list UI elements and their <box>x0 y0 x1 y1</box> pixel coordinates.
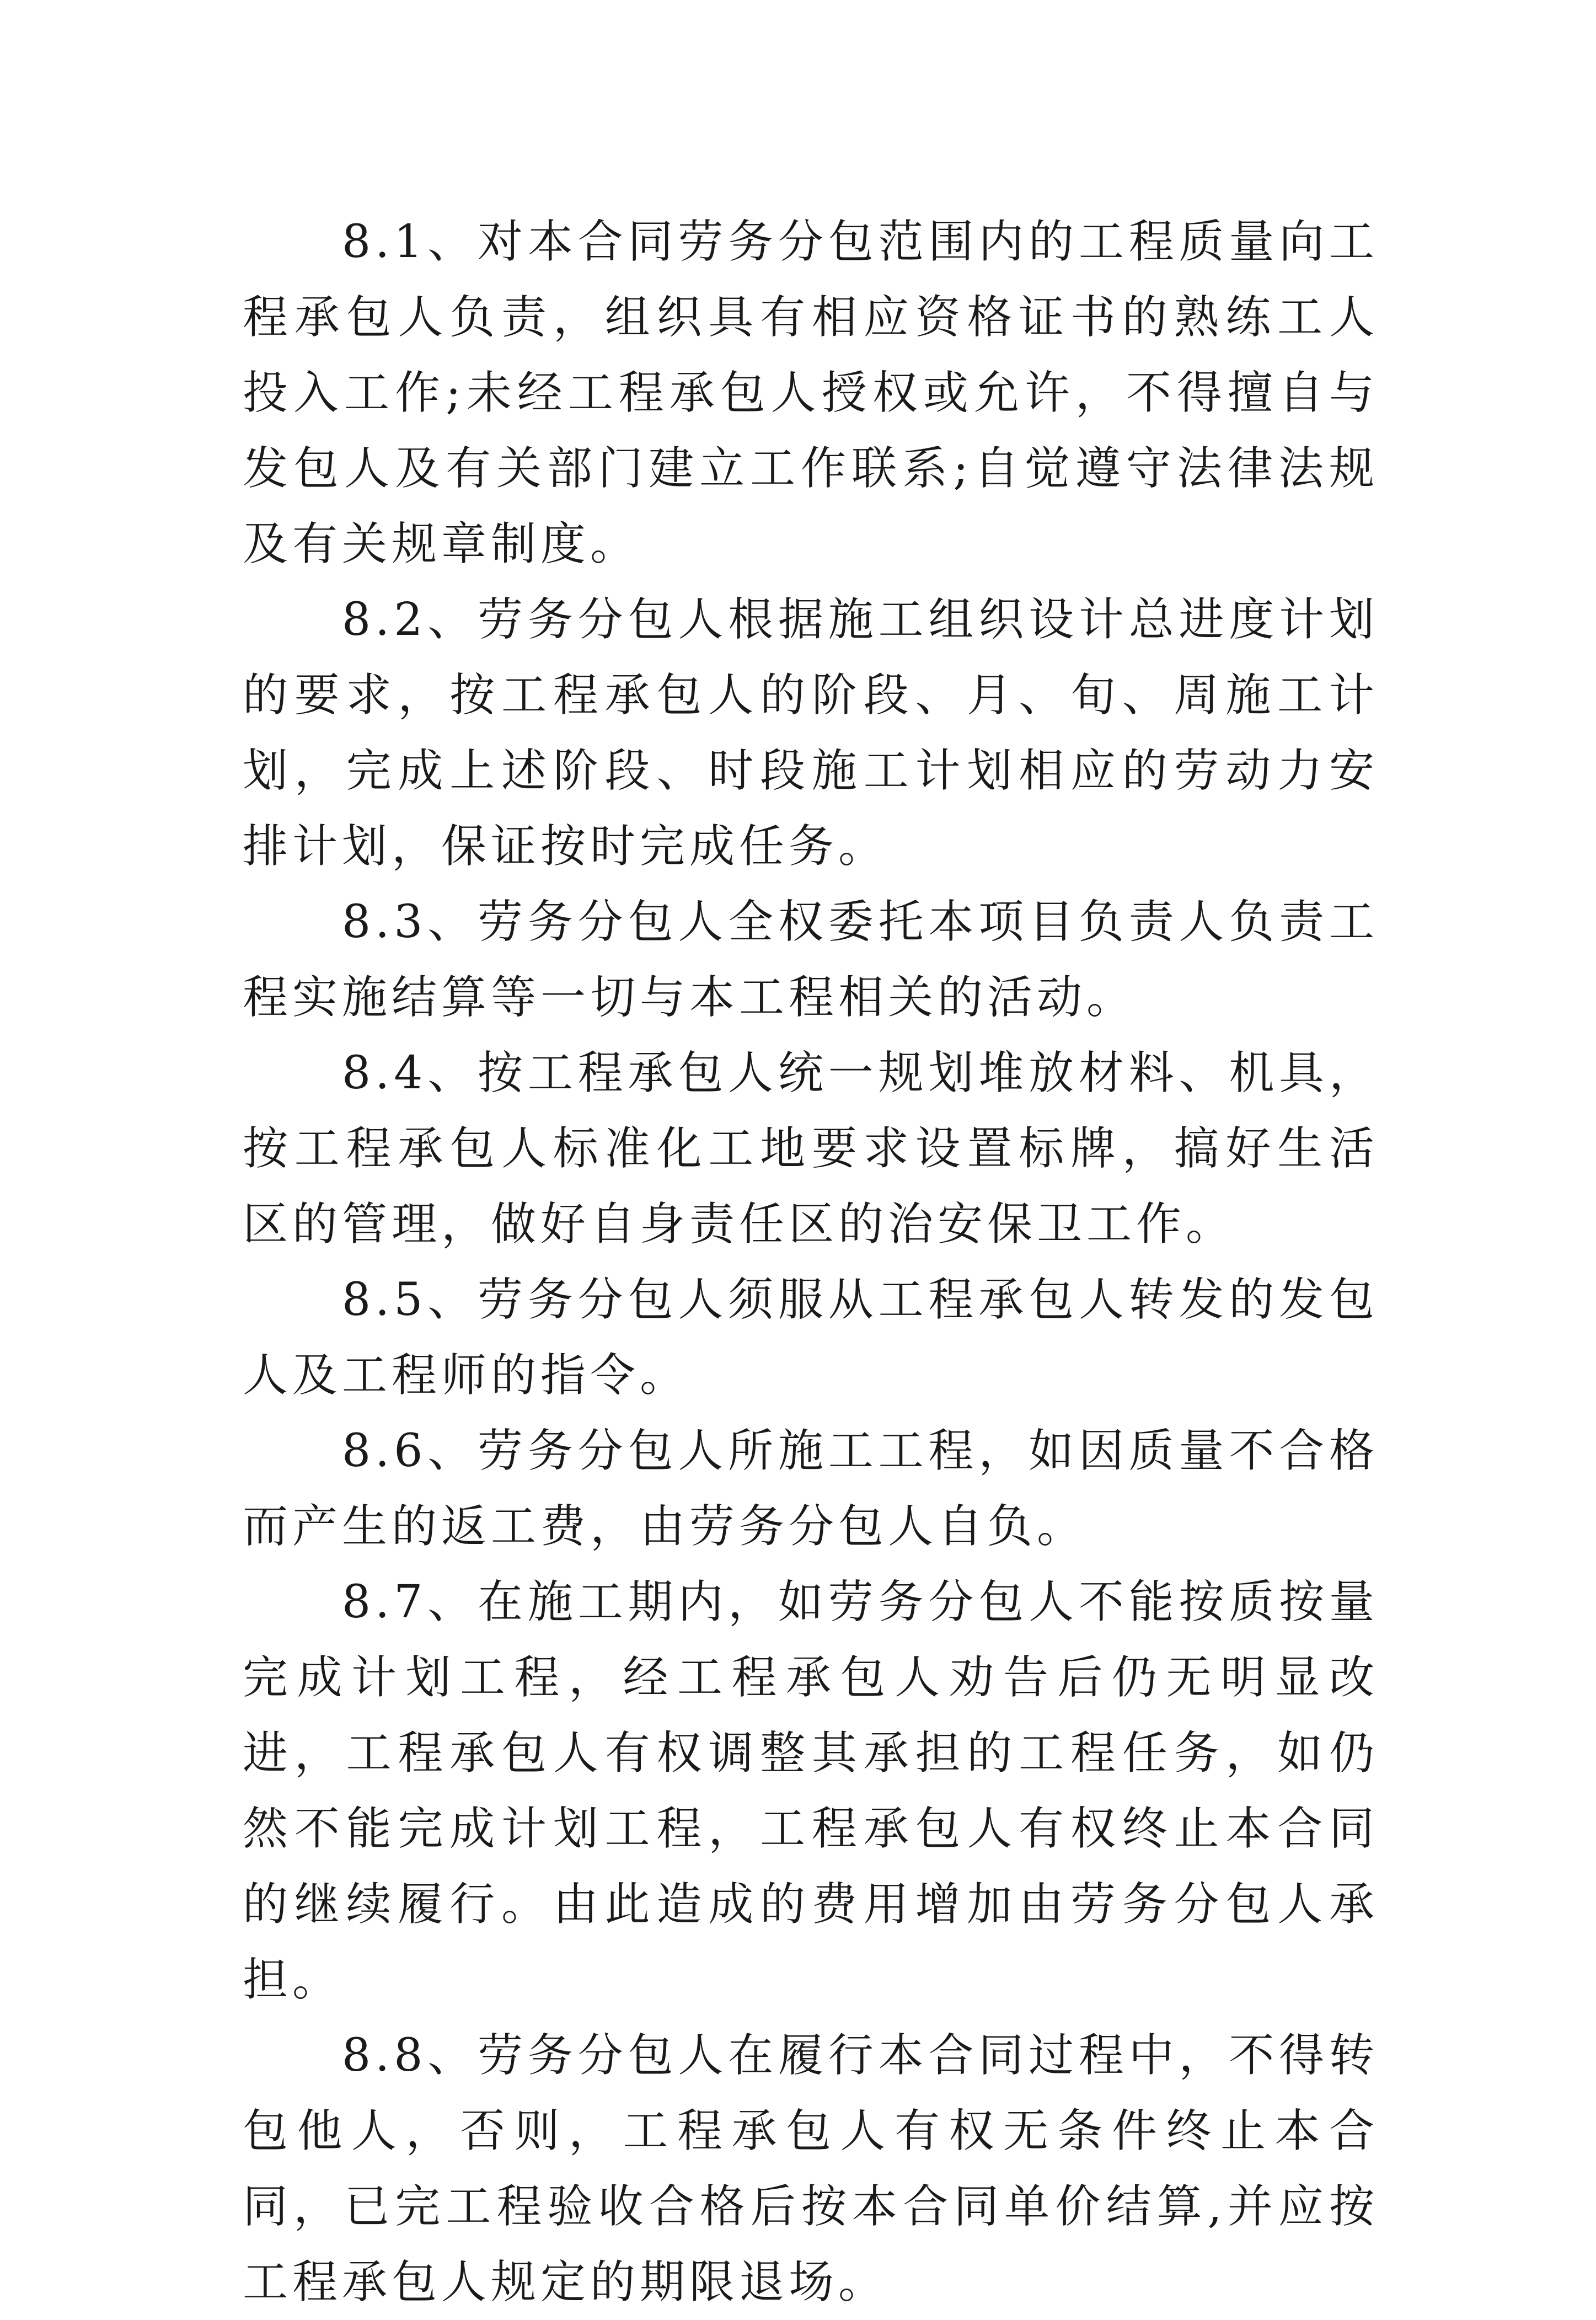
clause-8-5: 8.5、劳务分包人须服从工程承包人转发的发包人及工程师的指令。 <box>243 1274 1379 1402</box>
clause-8-8: 8.8、劳务分包人在履行本合同过程中，不得转包他人，否则，工程承包人有权无条件终止本合同，已完工程验收合格后按本合同单价结算,并应按工程承包人规定的期限退场。 <box>243 2029 1379 2308</box>
clause-8-1: 8.1、对本合同劳务分包范围内的工程质量向工程承包人负责，组织具有相应资格证书的熟练工人投入工作;未经工程承包人授权或允许，不得擅自与发包人及有关部门建立工作联系;自觉遵守法律法规及有关规章制度。 <box>243 216 1379 570</box>
clause-8-3: 8.3、劳务分包人全权委托本项目负责人负责工程实施结算等一切与本工程相关的活动。 <box>243 896 1379 1024</box>
document-body <box>243 204 1379 2320</box>
clause-8-4: 8.4、按工程承包人统一规划堆放材料、机具，按工程承包人标准化工地要求设置标牌，搞好生活区的管理，做好自身责任区的治安保卫工作。 <box>243 1047 1379 1250</box>
clause-8-2: 8.2、劳务分包人根据施工组织设计总进度计划的要求，按工程承包人的阶段、月、旬、周施工计划，完成上述阶段、时段施工计划相应的劳动力安排计划，保证按时完成任务。 <box>243 594 1379 873</box>
clause-8-6: 8.6、劳务分包人所施工工程，如因质量不合格而产生的返工费，由劳务分包人自负。 <box>243 1425 1379 1553</box>
clause-8-7: 8.7、在施工期内，如劳务分包人不能按质按量完成计划工程，经工程承包人劝告后仍无明显改进，工程承包人有权调整其承担的工程任务，如仍然不能完成计划工程，工程承包人有权终止本合同的继续履行。由此造成的费用增加由劳务分包人承担。 <box>243 1576 1379 2006</box>
